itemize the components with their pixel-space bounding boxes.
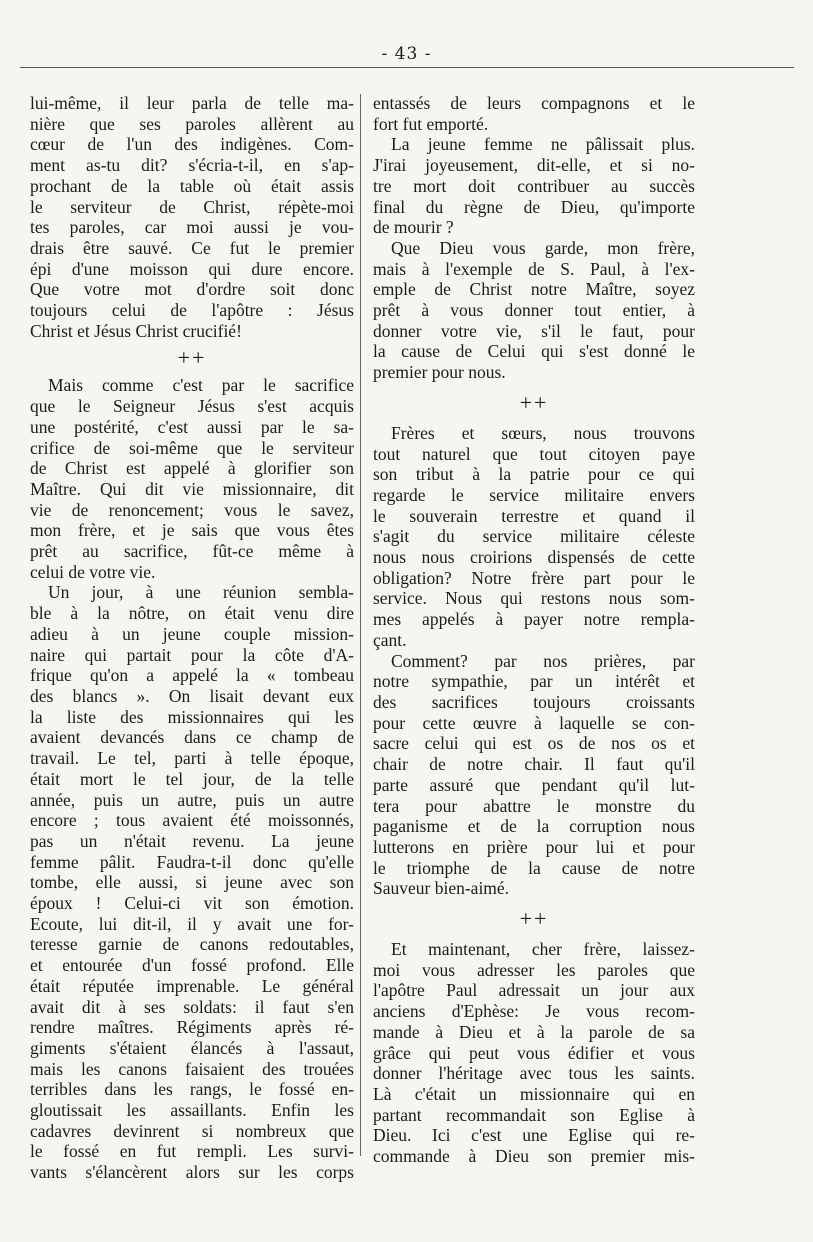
- text-line: le triomphe de la cause de notre: [373, 857, 695, 878]
- text-line: gloutissait les assaillants. Enfin les: [30, 1100, 354, 1121]
- text-line: Comment? par nos prières, par: [391, 650, 695, 671]
- text-line: mes appelés à payer notre rempla-: [373, 609, 695, 630]
- text-line: prêt à vous donner tout entier, à: [373, 300, 695, 321]
- text-line: nous nous croirions dispensés de cette: [373, 547, 695, 568]
- text-line: premier pour nous.: [373, 362, 506, 383]
- text-line: travail. Le tel, parti à telle époque,: [30, 748, 354, 769]
- text-line: tes paroles, car moi aussi je vou-: [30, 217, 354, 238]
- text-line: pour cette œuvre à laquelle se con-: [373, 712, 695, 733]
- text-line: une postérité, c'est aussi par le sa-: [30, 416, 354, 437]
- text-line: regarde le service militaire envers: [373, 484, 695, 505]
- text-line: son tribut à la patrie pour ce qui: [373, 464, 695, 485]
- text-line: vie de renoncement; vous le savez,: [30, 499, 354, 520]
- text-line: encore ; tous avaient été moissonnés,: [30, 810, 354, 831]
- text-line: mais à l'exemple de S. Paul, à l'ex-: [373, 258, 695, 279]
- text-line: toujours celui de l'apôtre : Jésus: [30, 300, 354, 321]
- text-line: cœur de l'un des indigènes. Com-: [30, 134, 354, 155]
- text-line: drais être sauvé. Ce fut le premier: [30, 237, 354, 258]
- text-line: avait dit à ses soldats: il faut s'en: [30, 996, 354, 1017]
- text-line: teresse garnie de canons redoutables,: [30, 934, 354, 955]
- text-line: final du règne de Dieu, qu'importe: [373, 196, 695, 217]
- text-line: rendre maîtres. Régiments après ré-: [30, 1017, 354, 1038]
- text-line: çant.: [373, 629, 407, 650]
- text-line: chair de notre chair. Il faut qu'il: [373, 754, 695, 775]
- text-line: Ecoute, lui dit-il, il y avait une for-: [30, 913, 354, 934]
- text-line: paganisme et de la corruption nous: [373, 816, 695, 837]
- text-line: Un jour, à une réunion sembla-: [48, 582, 354, 603]
- text-line: sacre celui qui est os de nos os et: [373, 733, 695, 754]
- text-line: cadavres devinrent si nombreux que: [30, 1120, 354, 1141]
- text-line: que le Seigneur Jésus s'est acquis: [30, 396, 354, 417]
- text-line: Dieu. Ici c'est une Eglise qui re-: [373, 1125, 695, 1146]
- text-line: était réputée imprenable. Le général: [30, 975, 354, 996]
- text-line: Maître. Qui dit vie missionnaire, dit: [30, 478, 354, 499]
- section-separator: ++: [519, 906, 549, 932]
- text-line: service. Nous qui restons nous som-: [373, 588, 695, 609]
- text-line: s'agit du service militaire céleste: [373, 526, 695, 547]
- text-line: Frères et sœurs, nous trouvons: [391, 422, 695, 443]
- text-line: pas un n'était revenu. La jeune: [30, 830, 354, 851]
- text-line: l'apôtre Paul adressait un jour aux: [373, 980, 695, 1001]
- text-line: mais les canons faisaient des trouées: [30, 1058, 354, 1079]
- text-line: la liste des missionnaires qui les: [30, 706, 354, 727]
- text-line: adieu à un jeune couple mission-: [30, 623, 354, 644]
- text-line: époux ! Celui-ci vit son émotion.: [30, 893, 354, 914]
- text-line: donner votre vie, s'il le faut, pour: [373, 320, 695, 341]
- text-line: donner l'héritage avec tous les saints.: [373, 1063, 695, 1084]
- text-line: nière que ses paroles allèrent au: [30, 113, 354, 134]
- text-line: parte assuré que pendant qu'il lut-: [373, 774, 695, 795]
- text-line: Mais comme c'est par le sacrifice: [48, 375, 354, 396]
- text-line: le serviteur de Christ, répète-moi: [30, 196, 354, 217]
- text-line: anciens d'Ephèse: Je vous recom-: [373, 1001, 695, 1022]
- text-line: terribles dans les rangs, le fossé en-: [30, 1079, 354, 1100]
- text-line: Là c'était un missionnaire qui en: [373, 1083, 695, 1104]
- text-line: ment as-tu dit? s'écria-t-il, en s'ap-: [30, 155, 354, 176]
- text-line: Que votre mot d'ordre soit donc: [30, 279, 354, 300]
- text-line: notre sympathie, par un intérêt et: [373, 671, 695, 692]
- text-line: entassés de leurs compagnons et le: [373, 93, 695, 113]
- text-line: mande à Dieu et à la parole de sa: [373, 1021, 695, 1042]
- text-line: Christ et Jésus Christ crucifié!: [30, 320, 242, 341]
- text-line: des sacrifices toujours croissants: [373, 691, 695, 712]
- text-line: avaient devancés dans ce champ de: [30, 727, 354, 748]
- section-separator: ++: [177, 345, 207, 371]
- text-line: tre mort doit contribuer au succès: [373, 175, 695, 196]
- text-line: ble à la nôtre, on était venu dire: [30, 603, 354, 624]
- text-line: année, puis un autre, puis un autre: [30, 789, 354, 810]
- text-line: commande à Dieu son premier mis-: [373, 1146, 695, 1167]
- text-line: le souverain terrestre et quand il: [373, 505, 695, 526]
- header-rule: [20, 67, 794, 68]
- text-line: mon frère, et je sais que vous êtes: [30, 520, 354, 541]
- text-line: Et maintenant, cher frère, laissez-: [391, 939, 695, 960]
- text-line: la cause de Celui qui s'est donné le: [373, 341, 695, 362]
- text-line: Que Dieu vous garde, mon frère,: [391, 237, 695, 258]
- text-line: tombe, elle aussi, si jeune avec son: [30, 872, 354, 893]
- right-column: [373, 93, 695, 1167]
- text-line: de Christ est appelé à glorifier son: [30, 458, 354, 479]
- text-line: épi d'une moisson qui dure encore.: [30, 258, 354, 279]
- page-number: - 43 -: [381, 44, 432, 64]
- text-line: moi vous adresser les paroles que: [373, 959, 695, 980]
- text-line: giments s'étaient élancés à l'assaut,: [30, 1037, 354, 1058]
- text-line: grâce qui peut vous édifier et vous: [373, 1042, 695, 1063]
- text-line: le fossé en fut rempli. Les survi-: [30, 1141, 354, 1162]
- column-divider: [360, 94, 361, 1156]
- left-column: [30, 93, 354, 1183]
- text-line: emple de Christ notre Maître, soyez: [373, 279, 695, 300]
- text-line: des blancs ». On lisait devant eux: [30, 685, 354, 706]
- text-line: et entourée d'un fossé profond. Elle: [30, 955, 354, 976]
- text-line: de mourir ?: [373, 217, 454, 238]
- text-line: prêt au sacrifice, fût-ce même à: [30, 541, 354, 562]
- text-line: tera pour abattre le monstre du: [373, 795, 695, 816]
- text-line: femme pâlit. Faudra-t-il donc qu'elle: [30, 851, 354, 872]
- text-line: était mort le tel jour, de la telle: [30, 768, 354, 789]
- text-line: partant recommandait son Eglise à: [373, 1104, 695, 1125]
- text-line: obligation? Notre frère part pour le: [373, 567, 695, 588]
- text-line: tout naturel que tout citoyen paye: [373, 443, 695, 464]
- section-separator: ++: [519, 389, 549, 415]
- text-line: prochant de la table où était assis: [30, 175, 354, 196]
- text-line: J'irai joyeusement, dit-elle, et si no-: [373, 155, 695, 176]
- text-line: vants s'élancèrent alors sur les corps: [30, 1162, 354, 1183]
- text-line: naire qui partait pour la côte d'A-: [30, 644, 354, 665]
- text-line: Sauveur bien-aimé.: [373, 878, 510, 899]
- text-line: frique qu'on a appelé la « tombeau: [30, 665, 354, 686]
- text-line: fort fut emporté.: [373, 113, 489, 134]
- text-line: lui-même, il leur parla de telle ma-: [30, 93, 354, 113]
- text-line: La jeune femme ne pâlissait plus.: [391, 134, 695, 155]
- text-line: lutterons en prière pour lui et pour: [373, 836, 695, 857]
- text-line: crifice de soi-même que le serviteur: [30, 437, 354, 458]
- text-line: celui de votre vie.: [30, 561, 156, 582]
